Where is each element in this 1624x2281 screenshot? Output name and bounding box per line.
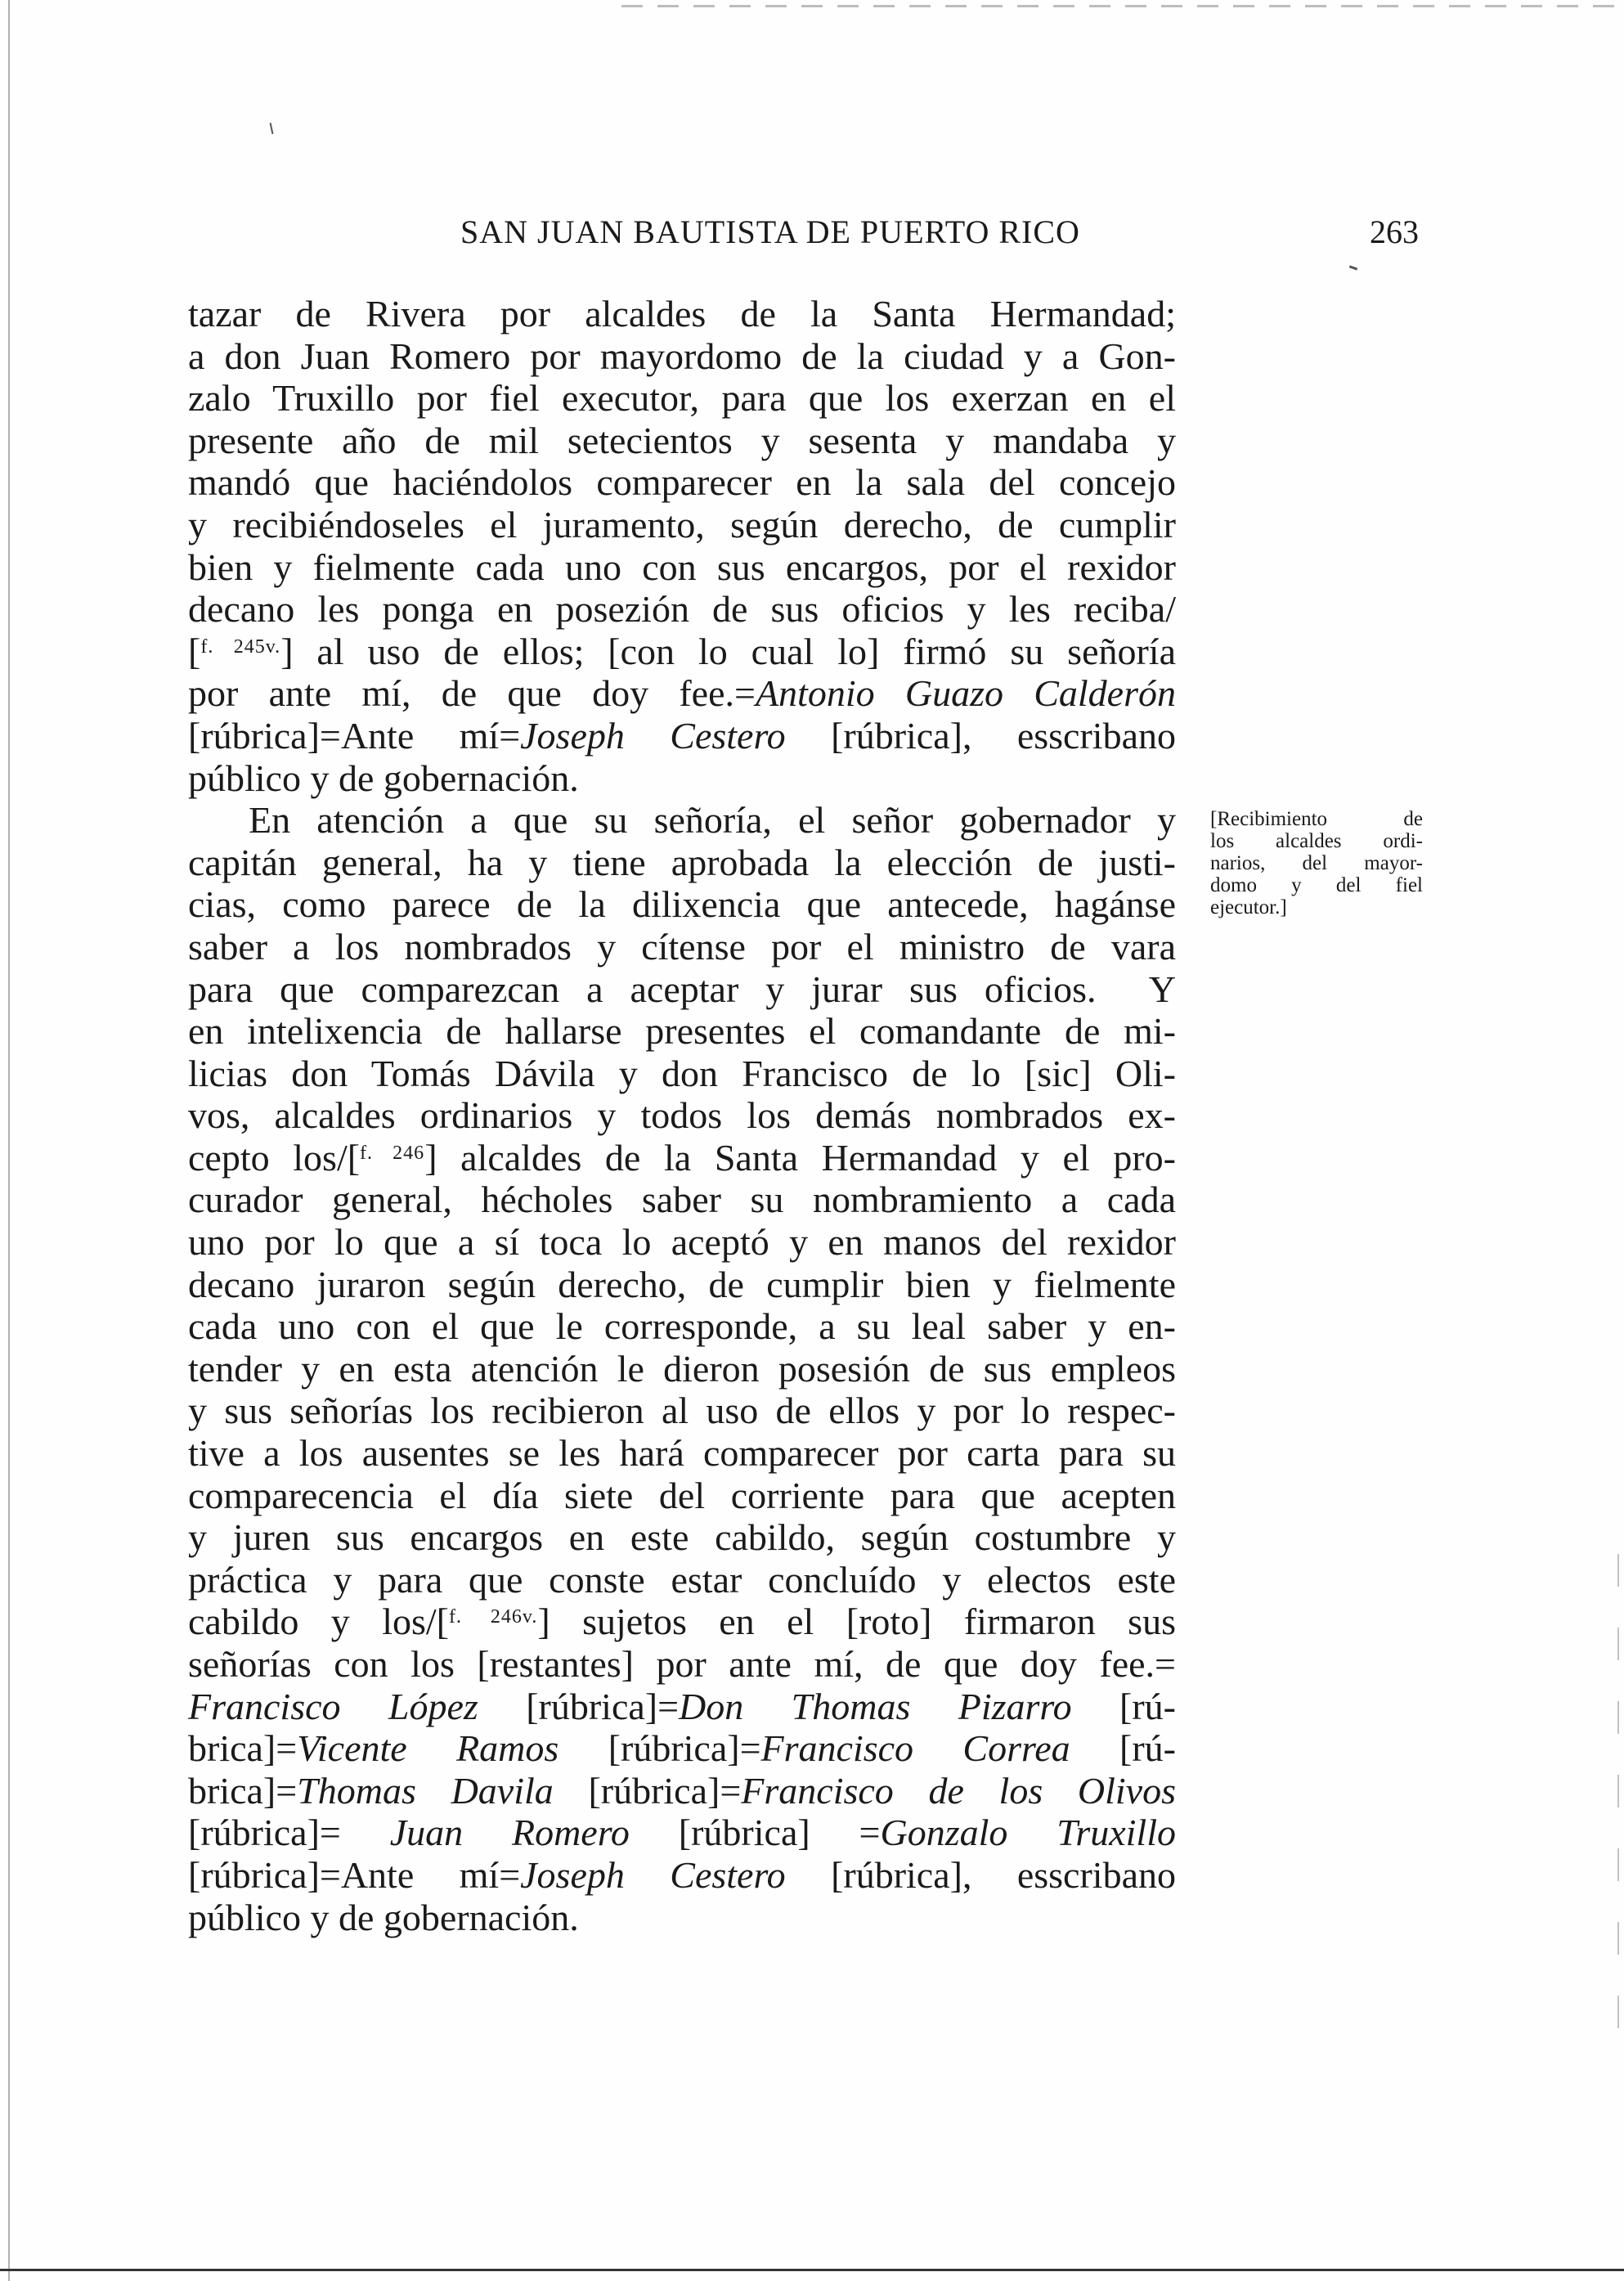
signature-name: Francisco López [188, 1685, 478, 1727]
text-line [188, 1432, 1176, 1475]
text-line [188, 926, 1176, 968]
text-segment: vos, alcaldes ordinarios y todos los demás nombrados ex- [188, 1094, 1176, 1137]
folio-reference: f. 246v. [449, 1606, 538, 1628]
text-line [188, 1221, 1176, 1264]
text-segment: público y de gobernación. [188, 757, 579, 799]
text-line [188, 293, 1176, 335]
text-segment: zalo Truxillo por fiel executor, para que los exerzan en el [188, 377, 1176, 420]
text-segment: señorías con los [restantes] por ante mí, de que doy fee.= [188, 1643, 1176, 1685]
signature-name: Gonzalo Truxillo [880, 1812, 1176, 1854]
marginal-note-line: los alcaldes ordi- [1210, 830, 1423, 852]
text-segment: en intelixencia de hallarse presentes el comandante de mi- [188, 1010, 1176, 1053]
text-segment: ] sujetos en el [roto] firmaron sus [537, 1601, 1176, 1643]
text-line [188, 1854, 1176, 1897]
text-line [188, 757, 1176, 800]
text-segment: [ [188, 630, 201, 672]
text-segment: y sus señorías los recibieron al uso de ellos y por lo respec- [188, 1390, 1176, 1432]
text-segment: [rúbrica]=Ante mí= [188, 714, 521, 757]
page-number: 263 [1370, 213, 1419, 250]
text-segment: cabildo y los/[ [188, 1601, 449, 1643]
text-segment: brica]= [188, 1769, 298, 1812]
text-segment: [rúbrica]= [553, 1769, 742, 1812]
text-segment: [rúbrica]= [559, 1727, 761, 1770]
body-text [188, 293, 1176, 1938]
text-segment: cias, como parece de la dilixencia que antecede, hagánse [188, 883, 1176, 926]
text-line [188, 799, 1176, 842]
text-segment: presente año de mil setecientos y sesenta y mandaba y [188, 419, 1176, 461]
scan-edge-left [8, 0, 10, 2281]
text-line [188, 883, 1176, 926]
text-segment: [rúbrica], esscribano [785, 714, 1176, 757]
text-line [188, 335, 1176, 378]
text-line [188, 1686, 1176, 1728]
text-line [188, 1770, 1176, 1812]
text-segment: a don Juan Romero por mayordomo de la ciudad y a Gon- [188, 335, 1176, 377]
marginal-note-line: ejecutor.] [1210, 896, 1287, 918]
text-line [188, 546, 1176, 589]
text-line [188, 1559, 1176, 1601]
folio-reference: f. 245v. [200, 635, 281, 658]
text-segment: decano les ponga en posezión de sus oficios y les reciba/ [188, 588, 1176, 631]
text-segment: cepto los/[ [188, 1136, 361, 1179]
text-segment: [rúbrica]= [478, 1685, 680, 1727]
signature-name: Antonio Guazo Calderón [755, 672, 1177, 715]
text-segment: [rú- [1071, 1685, 1176, 1727]
text-segment: tender y en esta atención le dieron posesión de sus empleos [188, 1347, 1176, 1390]
text-segment: tive a los ausentes se les hará comparecer por carta para su [188, 1432, 1176, 1475]
signature-name: Joseph Cestero [520, 1853, 786, 1896]
marginal-note-line: [Recibimiento de [1210, 808, 1423, 830]
folio-reference: f. 246 [360, 1142, 425, 1164]
signature-name: Vicente Ramos [297, 1727, 559, 1770]
text-line [188, 1010, 1176, 1053]
text-line [188, 672, 1176, 715]
text-line [188, 377, 1176, 420]
signature-name: Joseph Cestero [520, 714, 786, 757]
signature-name: Francisco de los Olivos [741, 1769, 1176, 1812]
text-line [188, 1179, 1176, 1221]
signature-name: Don Thomas Pizarro [679, 1685, 1072, 1727]
text-line [188, 968, 1176, 1011]
text-line [188, 1475, 1176, 1517]
text-segment: por ante mí, de que doy fee.= [188, 672, 756, 715]
text-segment: para que comparezcan a aceptar y jurar sus oficios. Y [188, 968, 1176, 1010]
text-segment: [rúbrica]=Ante mí= [188, 1853, 521, 1896]
text-segment: [rúbrica], esscribano [785, 1853, 1176, 1896]
text-segment: práctica y para que conste estar concluído y electos este [188, 1558, 1176, 1601]
stray-ink-mark [270, 123, 274, 134]
text-segment: ] alcaldes de la Santa Hermandad y el pro- [424, 1136, 1176, 1179]
text-segment: brica]= [188, 1727, 298, 1770]
text-segment: saber a los nombrados y cítense por el ministro de vara [188, 925, 1176, 968]
marginal-note [1210, 808, 1423, 918]
text-line [188, 1812, 1176, 1854]
text-line [188, 588, 1176, 631]
scan-edge-bottom [0, 2269, 1624, 2271]
text-line [188, 842, 1176, 884]
text-segment: cada uno con el que le corresponde, a su leal saber y en- [188, 1305, 1176, 1348]
text-line [188, 1137, 1176, 1179]
text-line [188, 631, 1176, 673]
text-segment: licias don Tomás Dávila y don Francisco de lo [sic] Oli- [188, 1052, 1176, 1094]
text-segment: decano juraron según derecho, de cumplir bien y fielmente [188, 1263, 1176, 1305]
text-segment: y recibiéndoseles el juramento, según derecho, de cumplir [188, 503, 1176, 546]
text-segment: y juren sus encargos en este cabildo, según costumbre y [188, 1516, 1176, 1559]
marginal-note-line: narios, del mayor- [1210, 852, 1423, 874]
text-segment: tazar de Rivera por alcaldes de la Santa Hermandad; [188, 293, 1176, 335]
text-line [188, 1053, 1176, 1095]
text-line [188, 1727, 1176, 1770]
signature-name: Francisco Correa [760, 1727, 1070, 1770]
marginal-note-line: domo y del fiel [1210, 874, 1423, 896]
text-segment: comparecencia el día siete del corriente para que acepten [188, 1474, 1176, 1516]
text-segment: capitán general, ha y tiene aprobada la elección de justi- [188, 841, 1176, 883]
text-line [188, 1348, 1176, 1390]
running-header: SAN JUAN BAUTISTA DE PUERTO RICO [460, 213, 1080, 250]
text-segment: En atención a que su señoría, el señor gobernador y [249, 799, 1176, 842]
text-segment: [rú- [1070, 1727, 1176, 1770]
text-line [188, 715, 1176, 757]
text-line [188, 1094, 1176, 1137]
text-segment: [rúbrica] = [629, 1812, 881, 1854]
stray-ink-mark [1349, 265, 1357, 270]
text-line [188, 1601, 1176, 1643]
text-segment: uno por lo que a sí toca lo aceptó y en manos del rexidor [188, 1221, 1176, 1264]
text-line [188, 1643, 1176, 1686]
text-line [188, 1305, 1176, 1348]
text-segment: público y de gobernación. [188, 1896, 579, 1938]
scan-edge-right [1617, 1554, 1619, 2045]
text-line [188, 1390, 1176, 1432]
text-segment: bien y fielmente cada uno con sus encargos, por el rexidor [188, 546, 1176, 588]
scan-edge-top [621, 5, 1624, 7]
text-line [188, 1516, 1176, 1559]
signature-name: Juan Romero [389, 1812, 630, 1854]
signature-name: Thomas Davila [297, 1769, 554, 1812]
text-line [188, 461, 1176, 504]
text-line [188, 1264, 1176, 1306]
text-segment: [rúbrica]= [188, 1812, 390, 1854]
text-segment: curador general, hécholes saber su nombramiento a cada [188, 1179, 1176, 1221]
text-line [188, 420, 1176, 462]
text-segment: ] al uso de ellos; [con lo cual lo] firmó su señoría [280, 630, 1176, 672]
text-line [188, 1897, 1176, 1939]
text-line [188, 504, 1176, 546]
text-segment: mandó que haciéndolos comparecer en la sala del concejo [188, 461, 1176, 504]
